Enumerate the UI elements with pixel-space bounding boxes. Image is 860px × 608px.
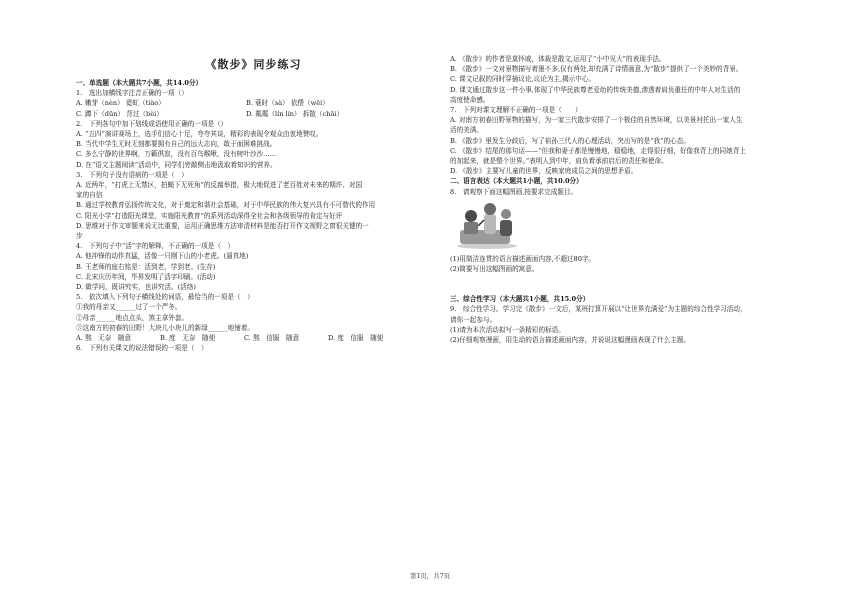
illustration-shape xyxy=(484,203,496,215)
question-line: 活的美满。 xyxy=(450,126,483,135)
question-line: D. 思维对于作文审题来说无比重要，运用正确思维方法审清材料是能否打开作文视野之窗很关键的一 xyxy=(76,221,369,230)
illustration-shape xyxy=(478,220,484,226)
left-column xyxy=(76,78,431,353)
question-line: 1. 选出加横线字注音正确的一项（） xyxy=(76,89,188,98)
question-line: A. 对南方初春田野景物的描写，为一家三代散步安排了一个极佳的自然环境，以美景衬托出一家人生 xyxy=(450,116,743,125)
question-line: 5. 依次填入下列句子横线处的词语，最恰当的一项是（ ） xyxy=(76,293,254,302)
option-row xyxy=(76,109,431,119)
question-line: 请你一起参与。 xyxy=(450,315,497,324)
question-line: 9. 综合性学习。学习完《散步》一文后，某班打算开展以“让世界充满爱”为主题的综合性学习活动， xyxy=(450,305,747,314)
question-line: C. 《散步》结尾的那句话——“但我和妻子都是慢慢地，稳稳地，走得很仔细，好像我背上的同她背上 xyxy=(450,146,746,155)
question-line: C. 课文记叙的同时穿插议论,议论为主,揭示中心。 xyxy=(450,75,596,84)
question-line: B. 通过学校教育弘扬传统文化，对于奠定和谐社会基础，对于中华民族的伟大复兴具有不可替代的作用 xyxy=(76,201,376,210)
question-line: 8. 请观察下面这幅图画,按要求完成题目。 xyxy=(450,187,578,196)
question-line: D. 在“语文主题阅读”活动中，同学们旁敲侧击地汲取着知识的营养。 xyxy=(76,160,277,169)
question-line: 高度使命感。 xyxy=(450,95,490,104)
question-line: 7. 下列对课文理解不正确的一项是（ ） xyxy=(450,106,582,115)
question-line: B. 《散步》一文对景物描写着墨不多,仅有两处,却充满了诗情画意,为“散步”提供了一个美妙的背景。 xyxy=(450,65,743,74)
question-line: (2)简要写出这幅图画的寓意。 xyxy=(450,265,539,274)
spacer xyxy=(450,284,795,294)
answer-option: A. 熬 无奈 随意 xyxy=(76,334,132,343)
question-line: A. 他冲锋的动作真猛，活像一只刚下山的小老虎。(逼真地) xyxy=(76,252,249,261)
section-heading: 二、语言表达（本大题共1小题，共10.0分） xyxy=(450,177,583,186)
question-line: 的加起来，就是整个世界。”表明人到中年，肩负着承前启后的责任和使命。 xyxy=(450,157,668,166)
right-column xyxy=(450,54,795,345)
question-line: ①我的母亲又______过了一个严冬。 xyxy=(76,303,182,312)
answer-option: A. 嫩芽（nèn） 霓虹（tiào） xyxy=(76,99,165,108)
question-line: C. 多么宁静的世界啊，万籁俱寂，没有百鸟喉啾，没有树叶沙沙…… xyxy=(76,150,277,159)
option-row xyxy=(76,333,431,343)
question-line: B. 当代中学生无时无刻都要拥有自己的远大志向，敢于面困难挑战。 xyxy=(76,140,277,149)
question-line: 家的自信 xyxy=(76,191,103,200)
section-heading: 三、综合性学习（本大题共1小题，共15.0分） xyxy=(450,295,590,304)
answer-option: B. 度 无奈 随便 xyxy=(160,334,216,343)
question-line: (1)请为本次活动拟写一条精彩的标语。 xyxy=(450,325,565,334)
illustration-shape xyxy=(464,222,478,234)
question-line: D. 《散步》主要写儿童的世界，反映家庭成员之间的思想矛盾。 xyxy=(450,167,638,176)
option-row xyxy=(76,98,431,108)
question-line: ②母亲______地点点头，煞主拿外套。 xyxy=(76,313,189,322)
question-line: B. 《散步》里发生分歧后，写了祖孙三代人的心理活动，突出写的是“我”的心态。 xyxy=(450,136,690,145)
question-line: A. 《散步》的作者是莫怀戚，体裁是散文,运用了“小中见大”的表现手法。 xyxy=(450,55,666,63)
question-line: 4. 下列句子中“活”字的解释，不正确的一项是（ ） xyxy=(76,242,235,251)
question-line: ③这南方的初春的田野！大块儿小块儿的新绿______地铺着。 xyxy=(76,323,255,332)
answer-option: D. 粼粼（lín lín） 拆散（chāi） xyxy=(246,109,344,118)
spacer xyxy=(450,274,795,284)
question-line: 步 xyxy=(76,232,83,241)
question-line: 3. 下列句子没有语病的一项是（ ） xyxy=(76,170,188,179)
question-line: C. 北宋庆历年间，毕昇发明了活字印刷。(活动) xyxy=(76,272,216,281)
question-picture xyxy=(454,200,520,250)
question-line: D. 课文通过散步这一件小事,体现了中华民族尊老爱幼的传统美德,渗透着肩负重任的中年人对生活的 xyxy=(450,85,741,94)
question-line: (2)仔细观察漫画，用生动的语言描述画面内容，并说说这幅漫画表现了什么主题。 xyxy=(450,336,691,345)
page-footer: 第1页，共7页 xyxy=(409,572,451,580)
illustration-shape xyxy=(484,214,496,234)
cartoon-illustration xyxy=(454,200,520,250)
answer-option: C. 熬 信服 随意 xyxy=(244,334,300,343)
answer-option: D. 度 信服 随便 xyxy=(328,334,384,343)
illustration-shape xyxy=(500,220,512,236)
document-title: 《散步》同步练习 xyxy=(205,58,302,71)
question-line: C. 阳光小学“打造阳光课堂，实施阳光教育”的系列活动深得全社会和各级领导的肯定与好评 xyxy=(76,211,343,220)
answer-option: C. 蹲下（dūn） 背过（bèi） xyxy=(76,109,163,118)
section-heading: 一、单选题（本大题共7小题，共14.0分） xyxy=(76,79,203,87)
illustration-shape xyxy=(465,210,477,222)
question-line: D. 做学问，既讲究实，也讲究活。(活络) xyxy=(76,283,196,292)
illustration-shape xyxy=(501,209,511,219)
question-line: 2. 下列各句中加下划线成语使用正确的一项是（） xyxy=(76,119,228,128)
question-line: 6. 下列有关课文的说法错误的一项是（ ） xyxy=(76,344,208,353)
answer-option: B. 蓑时（sà） 依偎（wēi） xyxy=(246,99,329,108)
question-line: A. “五四”演讲赛场上，选手们信心十足，夸夸其谈，精彩的表现令观众由衷地赞叹。 xyxy=(76,130,323,139)
question-line: A. 近两年，“打虎上无禁区，拍蝇下无死角”的反腐举措，极大地促进了老百姓对未来的期许、对国 xyxy=(76,181,363,190)
question-line: (1)用简洁连贯的语言描述画面内容,不超过80字。 xyxy=(450,254,596,263)
question-line: B. 王老师的座右铭是：活到老，学到老。(生存) xyxy=(76,262,216,271)
